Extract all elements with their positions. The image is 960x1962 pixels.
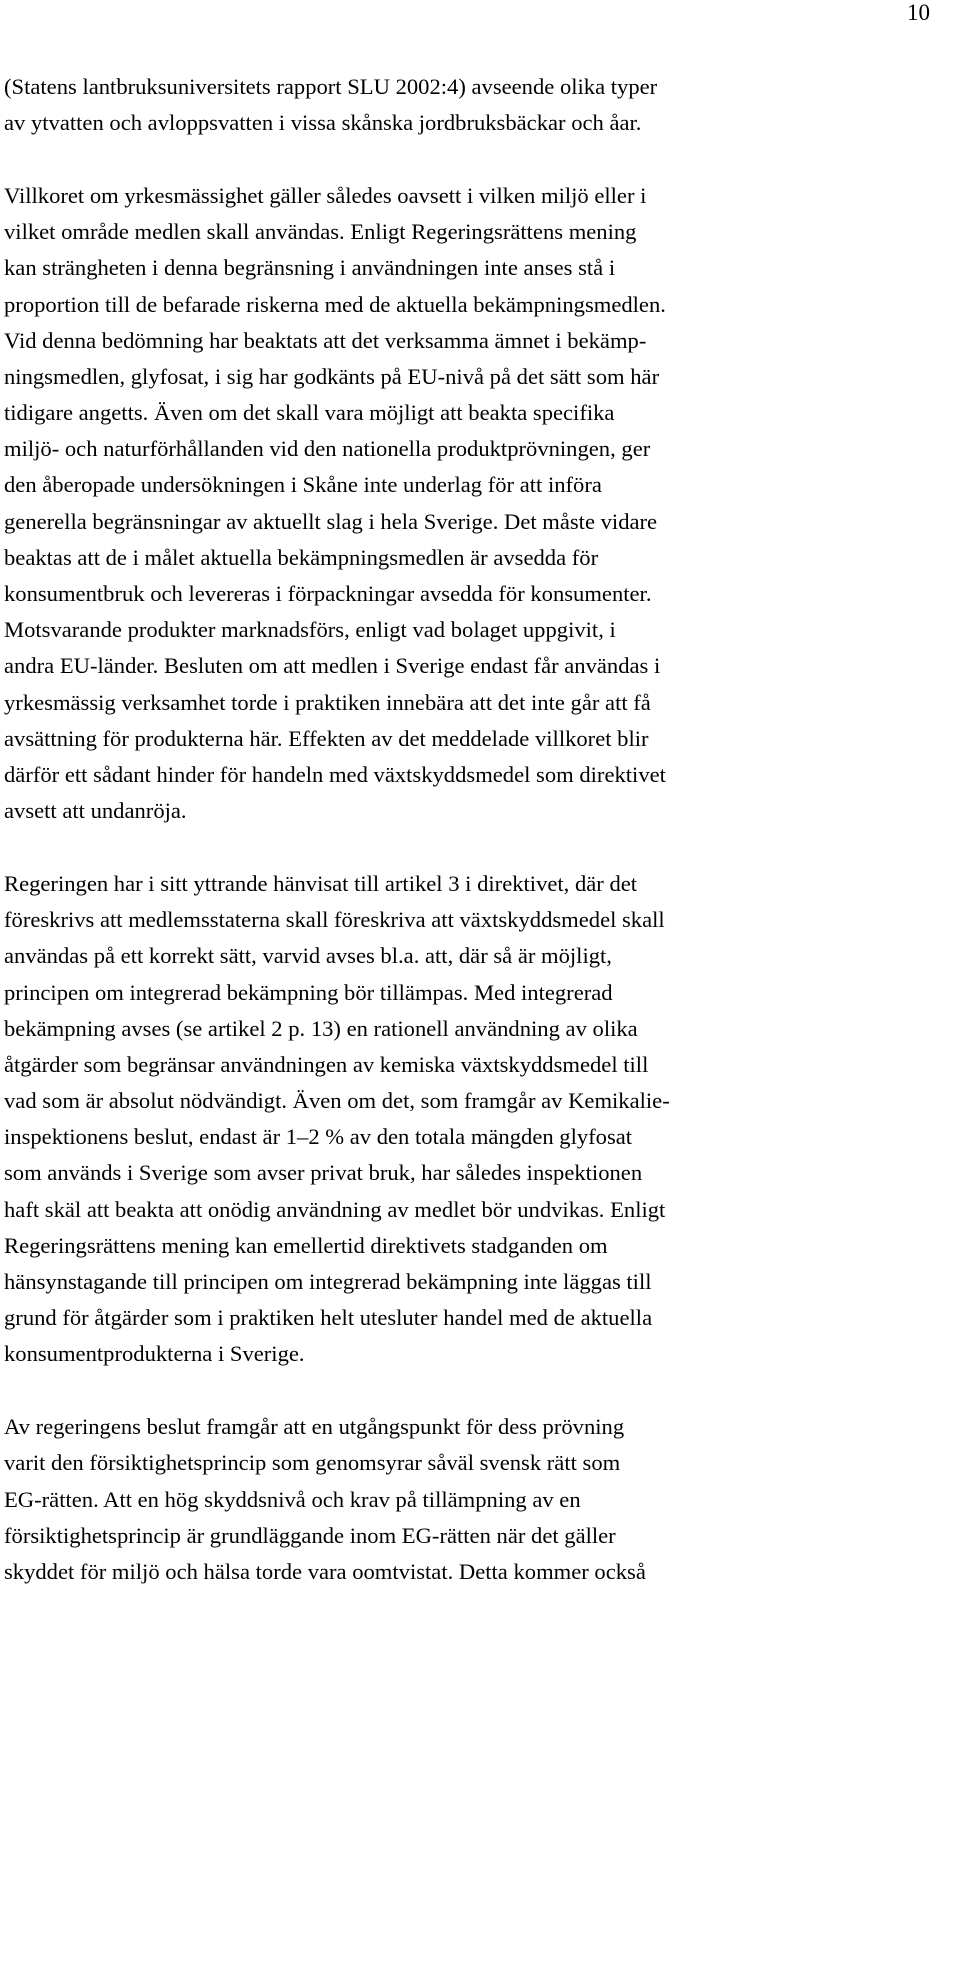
- text-line: inspektionens beslut, endast är 1–2 % av den totala mängden glyfosat: [4, 1124, 633, 1150]
- text-line: vad som är absolut nödvändigt. Även om det, som framgår av Kemikalie-: [4, 1088, 670, 1114]
- text-line: tidigare angetts. Även om det skall vara möjligt att beakta specifika: [4, 400, 615, 426]
- text-line: som används i Sverige som avser privat bruk, har således inspektionen: [4, 1160, 643, 1186]
- text-line: haft skäl att beakta att onödig användning av medlet bör undvikas. Enligt: [4, 1196, 666, 1222]
- text-line: åtgärder som begränsar användningen av kemiska växtskyddsmedel till: [4, 1051, 649, 1077]
- text-line: avsättning för produkterna här. Effekten av det meddelade villkoret blir: [4, 725, 649, 751]
- paragraph-2: [4, 178, 956, 829]
- text-line: ningsmedlen, glyfosat, i sig har godkänts på EU-nivå på det sätt som här: [4, 363, 660, 389]
- text-line: försiktighetsprincip är grundläggande inom EG-rätten när det gäller: [4, 1522, 616, 1548]
- text-line: hänsynstagande till principen om integrerad bekämpning inte läggas till: [4, 1269, 652, 1294]
- text-line: grund för åtgärder som i praktiken helt utesluter handel med de aktuella: [4, 1305, 653, 1331]
- text-line: generella begränsningar av aktuellt slag i hela Sverige. Det måste vidare: [4, 508, 658, 534]
- text-line: den åberopade undersökningen i Skåne inte underlag för att införa: [4, 472, 602, 498]
- page-number: 10: [907, 0, 930, 25]
- text-line: yrkesmässig verksamhet torde i praktiken innebära att det inte går att få: [4, 689, 651, 715]
- text-line: andra EU-länder. Besluten om att medlen i Sverige endast får användas i: [4, 653, 661, 679]
- text-line: EG-rätten. Att en hög skyddsnivå och krav på tillämpning av en: [4, 1486, 581, 1512]
- text-line: avsett att undanröja.: [4, 798, 187, 824]
- text-line: användas på ett korrekt sätt, varvid avses bl.a. att, där så är möjligt,: [4, 943, 612, 969]
- text-line: föreskrivs att medlemsstaterna skall föreskriva att växtskyddsmedel skall: [4, 907, 665, 933]
- text-line: konsumentbruk och levereras i förpackningar avsedda för konsumenter.: [4, 581, 652, 607]
- text-line: Regeringen har i sitt yttrande hänvisat till artikel 3 i direktivet, där det: [4, 870, 638, 896]
- text-line: Motsvarande produkter marknadsförs, enligt vad bolaget uppgivit, i: [4, 617, 616, 643]
- text-line: beaktas att de i målet aktuella bekämpningsmedlen är avsedda för: [4, 544, 599, 570]
- text-line: miljö- och naturförhållanden vid den nationella produktprövningen, ger: [4, 436, 651, 462]
- text-line: av ytvatten och avloppsvatten i vissa skånska jordbruksbäckar och åar.: [4, 110, 642, 136]
- paragraph-3: [4, 866, 956, 1373]
- text-line: bekämpning avses (se artikel 2 p. 13) en rationell användning av olika: [4, 1015, 638, 1041]
- text-line: varit den försiktighetsprincip som genomsyrar såväl svensk rätt som: [4, 1450, 621, 1476]
- text-line: Villkoret om yrkesmässighet gäller således oavsett i vilken miljö eller i: [4, 182, 647, 208]
- text-line: Regeringsrättens mening kan emellertid direktivets stadganden om: [4, 1232, 608, 1258]
- paragraph-4: [4, 1409, 956, 1590]
- text-line: (Statens lantbruksuniversitets rapport SLU 2002:4) avseende olika typer: [4, 74, 658, 99]
- text-line: kan strängheten i denna begränsning i användningen inte anses stå i: [4, 255, 616, 281]
- document-body: [4, 69, 956, 1590]
- text-line: Vid denna bedömning har beaktats att det verksamma ämnet i bekämp-: [4, 327, 647, 353]
- paragraph-1: [4, 69, 956, 141]
- text-line: vilket område medlen skall användas. Enligt Regeringsrättens mening: [4, 219, 637, 245]
- text-line: Av regeringens beslut framgår att en utgångspunkt för dess prövning: [4, 1414, 625, 1440]
- text-line: därför ett sådant hinder för handeln med växtskyddsmedel som direktivet: [4, 761, 666, 787]
- text-line: principen om integrerad bekämpning bör tillämpas. Med integrerad: [4, 979, 613, 1005]
- text-line: skyddet för miljö och hälsa torde vara oomtvistat. Detta kommer också: [4, 1558, 646, 1584]
- text-line: konsumentprodukterna i Sverige.: [4, 1341, 305, 1367]
- text-line: proportion till de befarade riskerna med de aktuella bekämpningsmedlen.: [4, 291, 666, 317]
